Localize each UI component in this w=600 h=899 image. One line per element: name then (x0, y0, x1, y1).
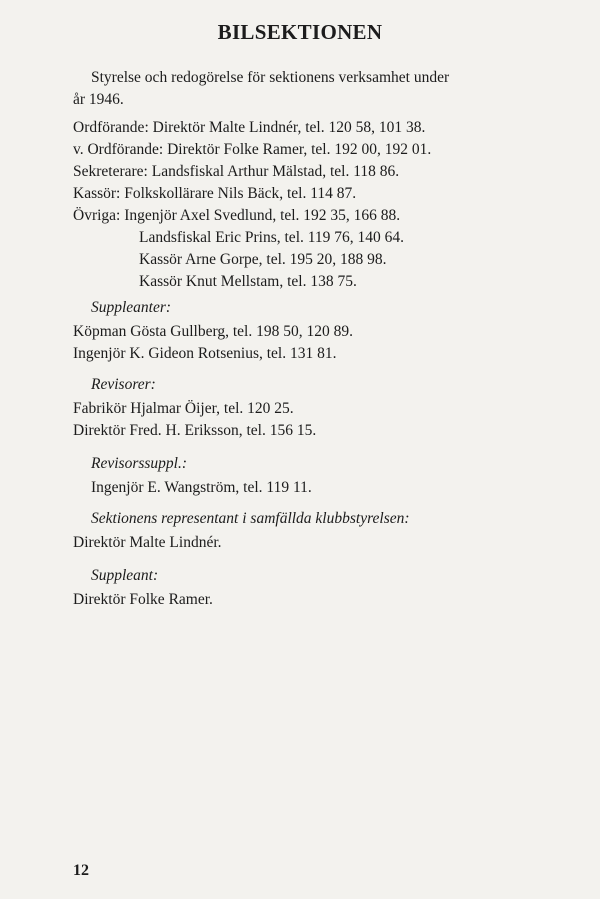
board-vice-chairman: v. Ordförande: Direktör Folke Ramer, tel. 192 00, 192 01. (73, 141, 432, 158)
suppleanter-item-1: Köpman Gösta Gullberg, tel. 198 50, 120 89. (73, 323, 353, 340)
revisorer-heading: Revisorer: (91, 376, 156, 393)
intro-line-2: år 1946. (73, 91, 124, 108)
suppleanter-heading: Suppleanter: (91, 299, 172, 316)
representant-heading: Sektionens representant i samfällda klubbstyrelsen: (91, 510, 410, 527)
suppleant-heading: Suppleant: (91, 567, 159, 584)
revisorssuppl-heading: Revisorssuppl.: (91, 455, 188, 472)
representant-item-1: Direktör Malte Lindnér. (73, 534, 222, 551)
revisorssuppl-item-1: Ingenjör E. Wangström, tel. 119 11. (91, 479, 312, 496)
board-others-2: Landsfiskal Eric Prins, tel. 119 76, 140 64. (139, 229, 405, 246)
revisorer-item-1: Fabrikör Hjalmar Öijer, tel. 120 25. (73, 400, 294, 417)
suppleanter-item-2: Ingenjör K. Gideon Rotsenius, tel. 131 81. (73, 345, 337, 362)
board-chairman: Ordförande: Direktör Malte Lindnér, tel. 120 58, 101 38. (73, 119, 426, 136)
board-treasurer: Kassör: Folkskollärare Nils Bäck, tel. 114 87. (73, 185, 357, 202)
board-secretary: Sekreterare: Landsfiskal Arthur Mälstad, tel. 118 86. (73, 163, 400, 180)
board-others-4: Kassör Knut Mellstam, tel. 138 75. (139, 273, 357, 290)
revisorer-item-2: Direktör Fred. H. Eriksson, tel. 156 15. (73, 422, 317, 439)
board-others-1: Övriga: Ingenjör Axel Svedlund, tel. 192 35, 166 88. (73, 207, 401, 224)
suppleant-item-1: Direktör Folke Ramer. (73, 591, 213, 608)
board-others-3: Kassör Arne Gorpe, tel. 195 20, 188 98. (139, 251, 387, 268)
page-title: BILSEKTIONEN (217, 20, 383, 44)
page-number: 12 (73, 862, 89, 879)
intro-line-1: Styrelse och redogörelse för sektionens verksamhet under (91, 69, 450, 86)
